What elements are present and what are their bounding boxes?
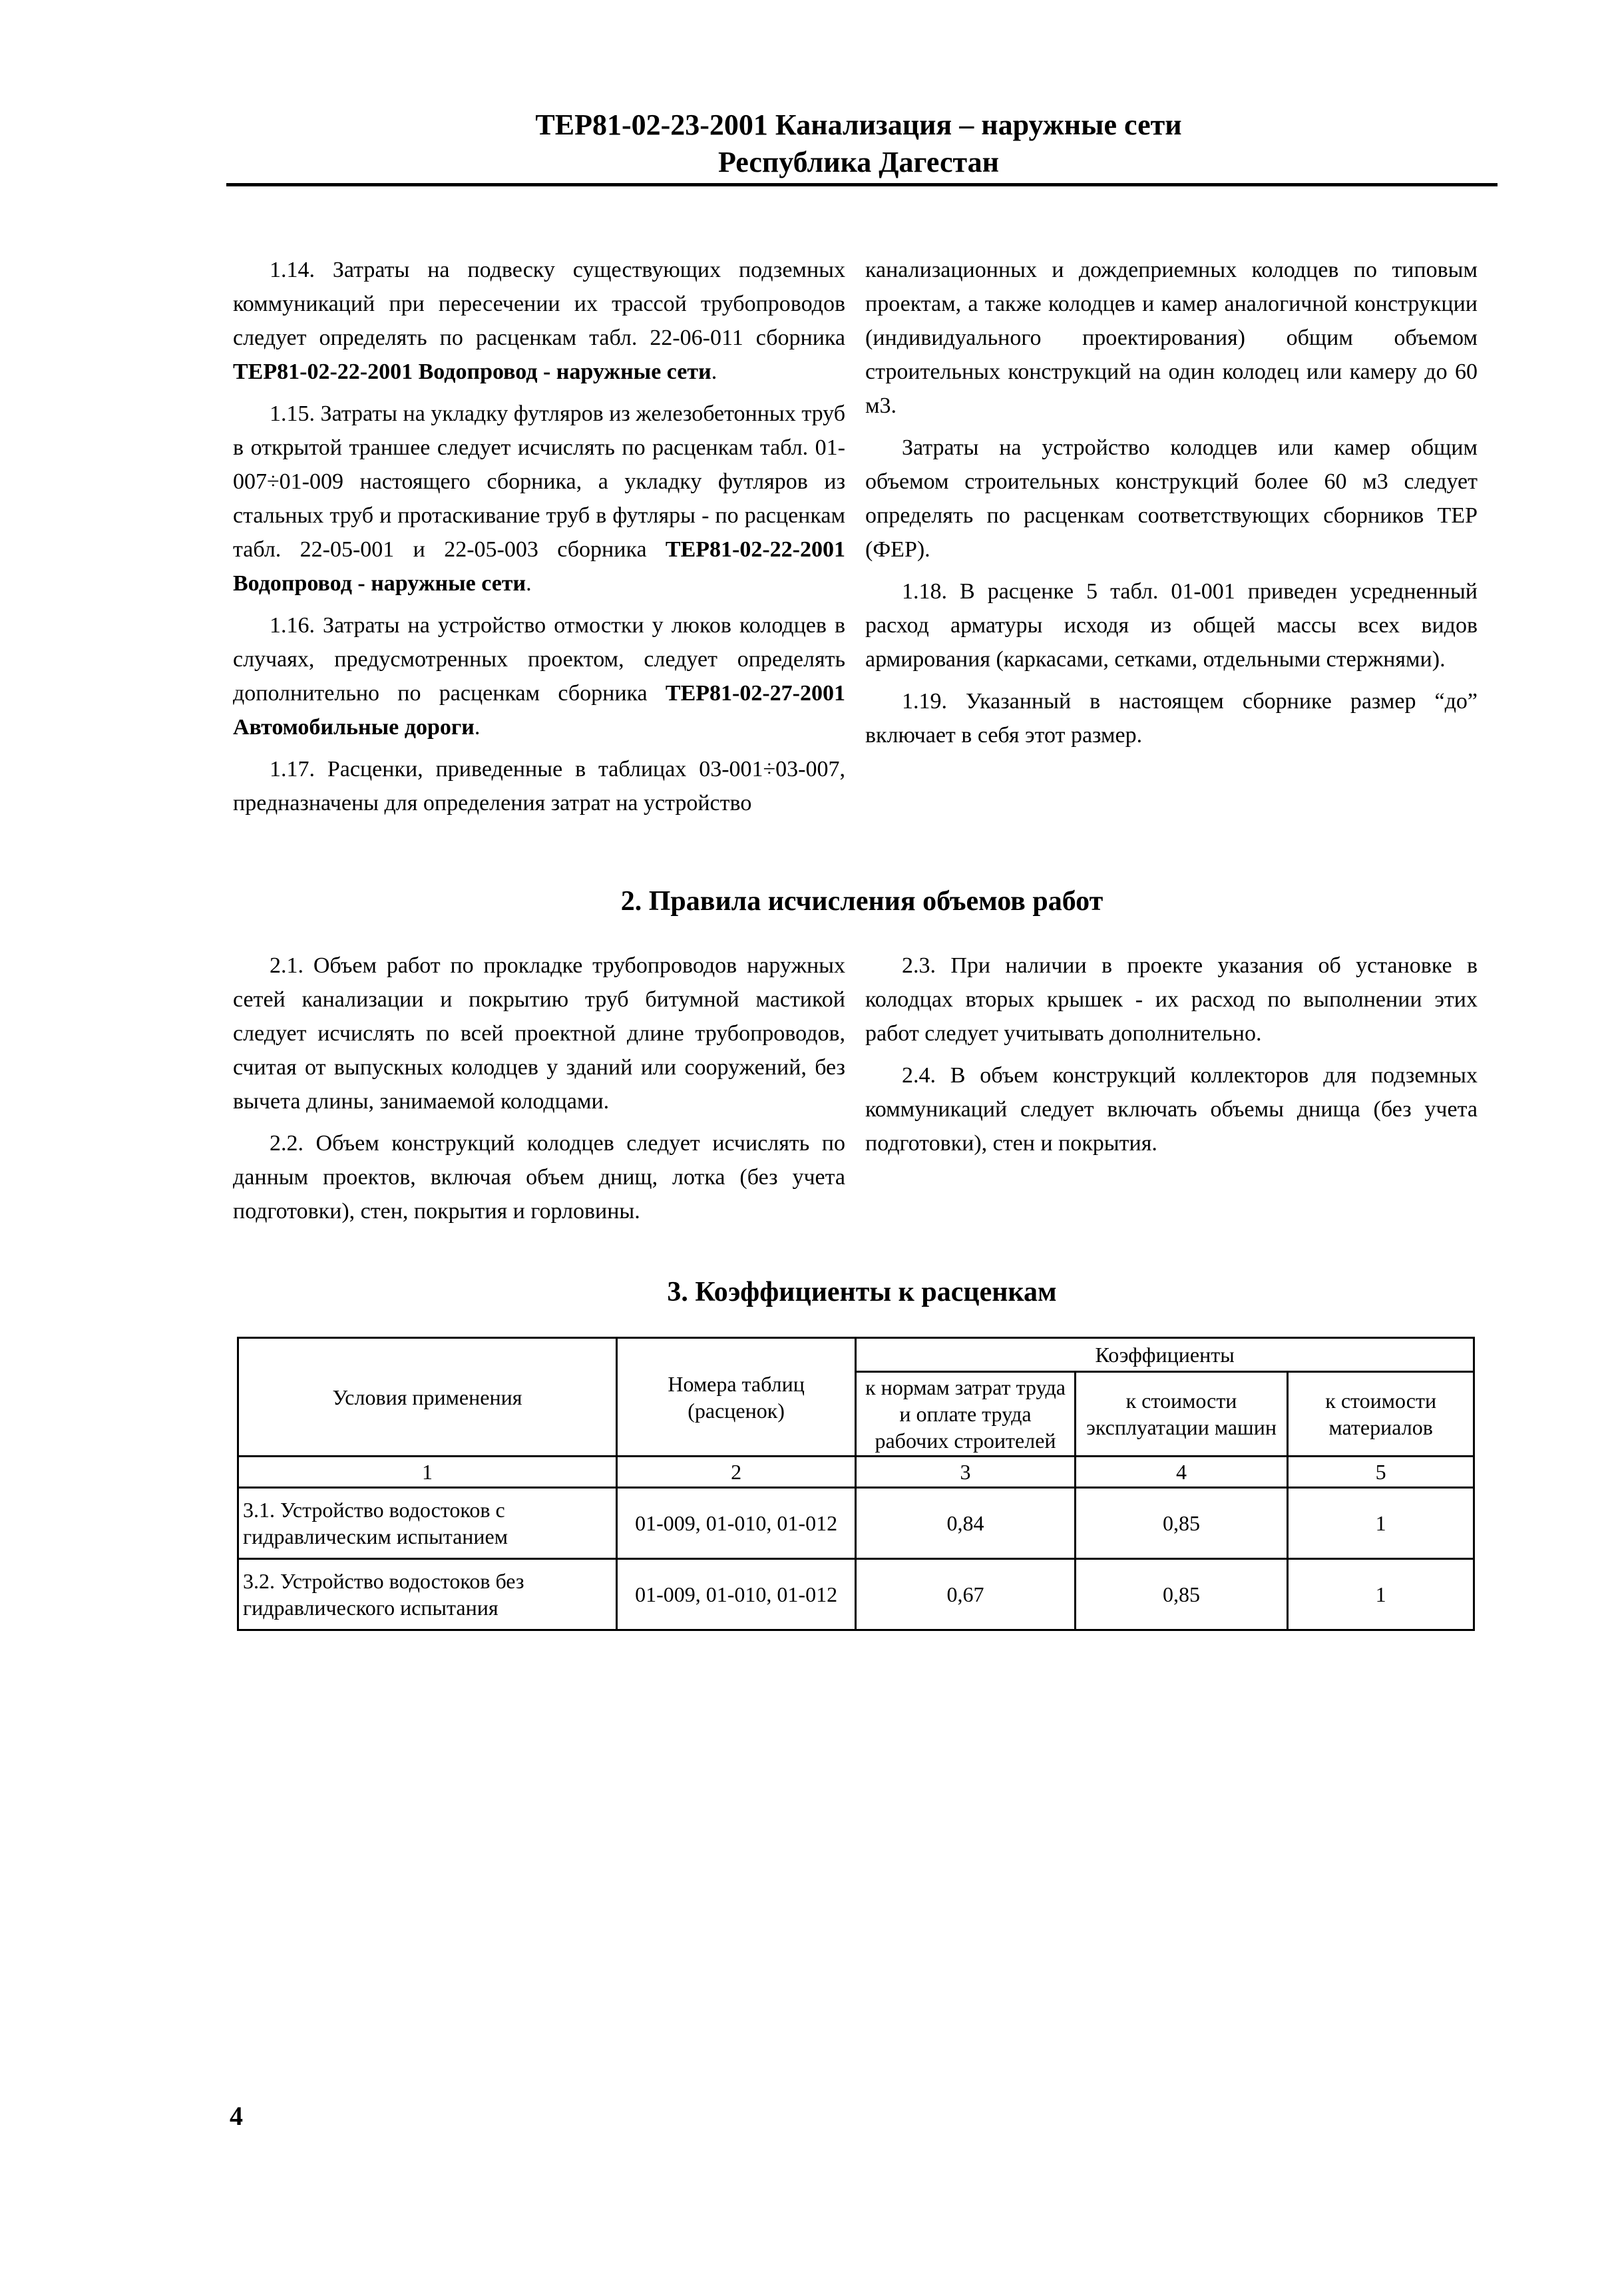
table-numbers-cell: 01-009, 01-010, 01-012 bbox=[616, 1559, 855, 1630]
paragraph-1-17: 1.17. Расценки, приведенные в таблицах 03-001÷03-007, предназначены для определения затрат на устройство bbox=[233, 757, 845, 815]
coefficients-table bbox=[237, 1337, 1475, 1631]
paragraph-1-18: 1.18. В расценке 5 табл. 01-001 приведен усредненный расход арматуры исходя из общей массы всех видов армирования (каркасами, сетками, отдельными стержнями). bbox=[865, 579, 1478, 672]
column-number: 5 bbox=[1288, 1457, 1474, 1488]
paragraph-1-16 bbox=[233, 608, 845, 744]
paragraph-1-14 bbox=[233, 253, 845, 389]
paragraph-text: . bbox=[526, 571, 532, 596]
header-materials: к стоимости материалов bbox=[1288, 1372, 1474, 1457]
condition-cell: 3.1. Устройство водостоков с гидравлическим испытанием bbox=[238, 1488, 617, 1559]
header-rule bbox=[226, 183, 1498, 186]
header-title: ТЕР81-02-23-2001 Канализация – наружные сети bbox=[535, 109, 1182, 141]
header-conditions: Условия применения bbox=[238, 1338, 617, 1457]
paragraph-1-17-continued: канализационных и дождеприемных колодцев по типовым проектам, а также колодцев и камер аналогичной конструкции (индивидуального проектирования) общим объемом строительных конструкций на один колодец или камеру до 60 м3. bbox=[865, 258, 1478, 418]
table-row bbox=[238, 1488, 1474, 1559]
collection-reference: ТЕР81-02-27-2001 Автомобильные дороги bbox=[233, 681, 845, 740]
paragraph-text: . bbox=[711, 359, 717, 384]
header-subtitle: Республика Дагестан bbox=[717, 146, 1000, 178]
labor-coef-cell: 0,67 bbox=[856, 1559, 1075, 1630]
table-numbers-cell: 01-009, 01-010, 01-012 bbox=[616, 1488, 855, 1559]
page-number: 4 bbox=[230, 2101, 243, 2131]
table-header-row bbox=[238, 1338, 1474, 1372]
collection-reference: ТЕР81-02-22-2001 Водопровод - наружные сети bbox=[233, 537, 845, 596]
section-2-title: 2. Правила исчисления объемов работ bbox=[620, 886, 1103, 917]
header-table-numbers: Номера таблиц (расценок) bbox=[616, 1338, 855, 1457]
paragraph-text: 1.14. Затраты на подвеску существующих подземных коммуникаций при пересечении их трассой трубопроводов следует определять по расценкам табл. 22-06-011 сборника bbox=[233, 258, 845, 350]
paragraph-1-15 bbox=[233, 397, 845, 600]
column-number: 3 bbox=[856, 1457, 1075, 1488]
header-coefficients: Коэффициенты bbox=[856, 1338, 1474, 1372]
section2-left-column bbox=[233, 949, 845, 1236]
section1-left-column bbox=[233, 253, 845, 828]
header-labor: к нормам затрат труда и оплате труда рабочих строителей bbox=[856, 1372, 1075, 1457]
materials-coef-cell: 1 bbox=[1288, 1559, 1474, 1630]
header-machines: к стоимости эксплуатации машин bbox=[1075, 1372, 1288, 1457]
column-number: 1 bbox=[238, 1457, 617, 1488]
paragraph-2-1: 2.1. Объем работ по прокладке трубопроводов наружных сетей канализации и покрытию труб битумной мастикой следует исчислять по всей проектной длине трубопроводов, считая от выпускных колодцев у зданий или сооружений, без вычета длины, занимаемой колодцами. bbox=[233, 953, 845, 1114]
section1-right-column bbox=[865, 253, 1478, 760]
page-header bbox=[226, 107, 1491, 181]
materials-coef-cell: 1 bbox=[1288, 1488, 1474, 1559]
section-3-title: 3. Коэффициенты к расценкам bbox=[667, 1277, 1057, 1307]
paragraph-1-19: 1.19. Указанный в настоящем сборнике размер “до” включает в себя этот размер. bbox=[865, 689, 1478, 748]
machines-coef-cell: 0,85 bbox=[1075, 1559, 1288, 1630]
section2-right-column bbox=[865, 949, 1478, 1168]
table-row bbox=[238, 1559, 1474, 1630]
column-number: 4 bbox=[1075, 1457, 1288, 1488]
paragraph-2-2: 2.2. Объем конструкций колодцев следует исчислять по данным проектов, включая объем днищ, лотка (без учета подготовки), стен, покрытия и горловины. bbox=[233, 1131, 845, 1224]
column-number-row bbox=[238, 1457, 1474, 1488]
column-number: 2 bbox=[616, 1457, 855, 1488]
machines-coef-cell: 0,85 bbox=[1075, 1488, 1288, 1559]
paragraph-text: . bbox=[474, 715, 481, 740]
paragraph-2-4: 2.4. В объем конструкций коллекторов для подземных коммуникаций следует включать объемы днища (без учета подготовки), стен и покрытия. bbox=[865, 1063, 1478, 1156]
paragraph-text: 1.16. Затраты на устройство отмостки у люков колодцев в случаях, предусмотренных проектом, следует определять дополнительно по расценкам сборника bbox=[233, 613, 845, 706]
paragraph-1-17-b: Затраты на устройство колодцев или камер общим объемом строительных конструкций более 60 м3 следует определять по расценкам соответствующих сборников ТЕР (ФЕР). bbox=[865, 435, 1478, 562]
paragraph-text: 1.15. Затраты на укладку футляров из железобетонных труб в открытой траншее следует исчислять по расценкам табл. 01-007÷01-009 настоящего сборника, а укладку футляров из стальных труб и протаскивание труб в футляры - по расценкам табл. 22-05-001 и 22-05-003 сборника bbox=[233, 401, 845, 562]
labor-coef-cell: 0,84 bbox=[856, 1488, 1075, 1559]
condition-cell: 3.2. Устройство водостоков без гидравлического испытания bbox=[238, 1559, 617, 1630]
collection-reference: ТЕР81-02-22-2001 Водопровод - наружные сети bbox=[233, 359, 711, 384]
paragraph-2-3: 2.3. При наличии в проекте указания об установке в колодцах вторых крышек - их расход по выполнении этих работ следует учитывать дополнительно. bbox=[865, 953, 1478, 1046]
